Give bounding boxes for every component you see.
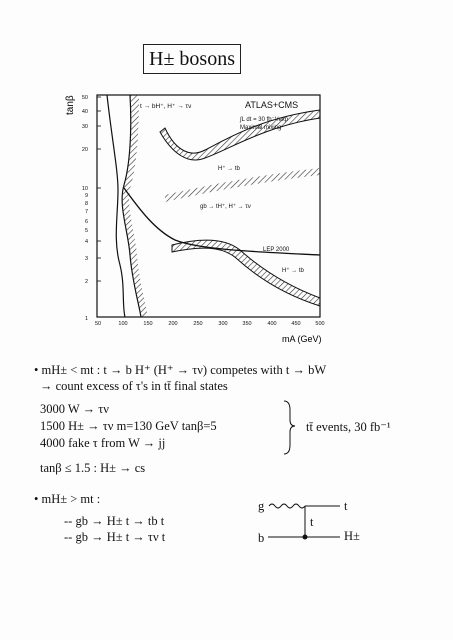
y-tick-label: 1 [84, 316, 88, 322]
y-tick-label: 40 [81, 109, 88, 115]
bullet-1-line-1: • mH± < mt : t → b H⁺ (H⁺ → τν) competes with t → bW [34, 363, 327, 377]
y-tick-label: 8 [84, 201, 88, 207]
bullet-1-text: mH± < mt : t → b H⁺ (H⁺ → τν) competes with t → bW [41, 363, 327, 377]
x-tick-label: 100 [118, 321, 128, 327]
events-brace [284, 401, 295, 454]
events-line-2: 1500 H± → τν m=130 GeV tanβ=5 [40, 419, 217, 433]
tanb-line: tanβ ≤ 1.5 : H± → cs [40, 461, 146, 475]
feynman-label-g: g [258, 499, 265, 513]
y-tick-label: 20 [81, 147, 88, 153]
label-lep: LEP 2000 [263, 247, 290, 253]
y-axis [82, 95, 88, 322]
y-tick-label: 3 [84, 256, 88, 262]
process-line-1: -- gb → H± t → tb t [64, 514, 165, 528]
feynman-label-h: H± [344, 529, 360, 543]
label-top-process: t → bH⁺, H⁺ → τν [140, 103, 192, 110]
gluon-line [269, 504, 305, 508]
x-tick-label: 300 [218, 321, 228, 327]
vertex-dot [303, 535, 308, 540]
y-axis-label: tanβ [65, 95, 76, 115]
label-experiment: ATLAS+CMS [245, 100, 299, 110]
x-tick-label: 500 [315, 321, 325, 327]
bullet-1-line-2: → count excess of τ's in tt̄ final states [40, 379, 228, 393]
feynman-label-t-prop: t [310, 515, 314, 529]
y-tick-label: 4 [84, 239, 88, 245]
feynman-diagram [268, 504, 340, 540]
label-lumi: ∫L dt = 30 fb⁻¹/exp [240, 117, 289, 123]
y-tick-label: 6 [84, 219, 88, 225]
x-tick-label: 350 [242, 321, 252, 327]
x-tick-label: 200 [168, 321, 178, 327]
x-tick-label: 450 [291, 321, 301, 327]
feynman-label-t-out: t [344, 499, 348, 513]
bullet-2-text: mH± > mt : [41, 492, 101, 506]
events-line-3: 4000 fake τ from W → jj [40, 436, 166, 450]
label-gb-process: gb → tH⁺, H⁺ → τν [200, 204, 251, 210]
x-tick-label: 150 [143, 321, 153, 327]
y-tick-label: 10 [81, 186, 88, 192]
x-tick-label: 250 [193, 321, 203, 327]
y-tick-label: 7 [84, 209, 88, 215]
events-line-1: 3000 W → τν [40, 402, 109, 416]
label-htb-lower: H⁺ → tb [282, 268, 304, 274]
feynman-label-b: b [258, 531, 265, 545]
events-note: tt̄ events, 30 fb⁻¹ [306, 420, 391, 434]
bullet-2: • mH± > mt : [34, 492, 101, 506]
x-tick-label: 400 [267, 321, 277, 327]
gb-band [165, 168, 320, 202]
y-tick-label: 30 [81, 124, 88, 130]
left-band-hatch [122, 95, 148, 317]
y-tick-label: 9 [84, 193, 88, 199]
page-title: H± bosons [143, 44, 241, 74]
y-tick-label: 2 [84, 279, 88, 285]
label-htb-upper: H⁺ → tb [218, 166, 240, 172]
y-tick-label: 50 [81, 95, 88, 101]
y-tick-label: 5 [84, 228, 88, 234]
x-axis [95, 321, 325, 327]
x-axis-label: mA (GeV) [282, 334, 322, 344]
x-tick-label: 50 [94, 321, 102, 327]
label-mixing: Maximal mixing [240, 125, 282, 131]
process-line-2: -- gb → H± t → τν t [64, 530, 166, 544]
